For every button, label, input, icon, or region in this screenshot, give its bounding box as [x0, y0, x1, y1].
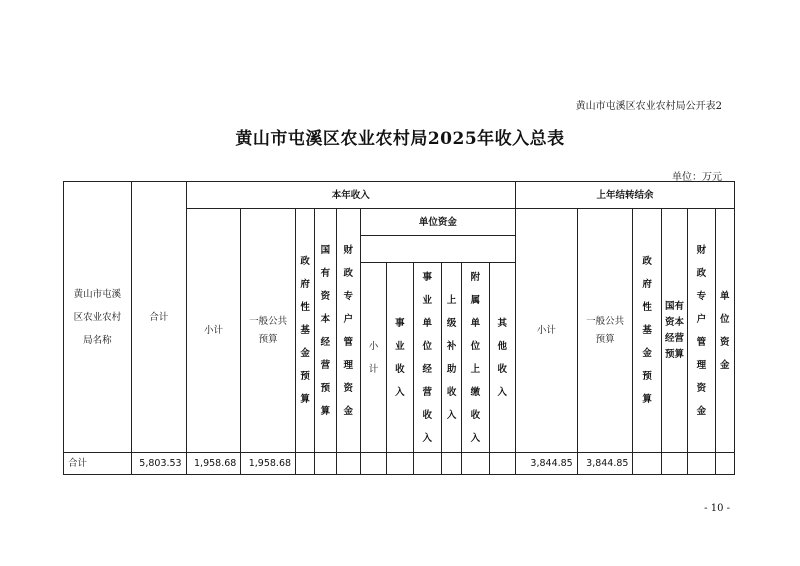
header-prior-gov-fund-budget: 政府性基金预算: [633, 209, 661, 453]
header-unit-subtotal: 小计: [360, 263, 386, 453]
cell-state-capital-budget: [315, 453, 336, 475]
cell-unit-operating-income: [413, 453, 441, 475]
cell-superior-subsidy-income: [441, 453, 461, 475]
header-prior-year: 上年结转结余: [515, 182, 734, 209]
header-prior-unit-funds: 单位资金: [715, 209, 734, 453]
table-row-total: [64, 453, 735, 475]
header-total: 合计: [131, 182, 186, 453]
page-number: - 10 -: [704, 503, 730, 514]
header-prior-fiscal-special-funds: 财政专户管理资金: [688, 209, 715, 453]
unit-label: 单位：万元: [672, 172, 722, 183]
income-table-wrapper: [63, 181, 735, 475]
header-subtotal: 小计: [186, 209, 241, 453]
cell-business-income: [387, 453, 413, 475]
cell-prior-gov-fund-budget: [633, 453, 661, 475]
row-label: 合计: [64, 453, 132, 475]
cell-prior-subtotal: 3,844.85: [515, 453, 577, 475]
header-superior-subsidy-income: 上级补助收入: [441, 263, 461, 453]
cell-other-income: [489, 453, 515, 475]
cell-prior-unit-funds: [715, 453, 734, 475]
document-label: 黄山市屯溪区农业农村局公开表2: [575, 101, 722, 112]
header-other-income: 其他收入: [489, 263, 515, 453]
cell-prior-state-capital-budget: [661, 453, 687, 475]
cell-prior-fiscal-special-funds: [688, 453, 715, 475]
header-general-budget: 一般公共预算: [241, 209, 296, 453]
header-unit-name: 黄山市屯溪区农业农村局名称: [64, 182, 132, 453]
header-affiliated-unit-income: 附属单位上缴收入: [462, 263, 489, 453]
header-gov-fund-budget: 政府性基金预算: [296, 209, 315, 453]
cell-subtotal: 1,958.68: [186, 453, 241, 475]
cell-total: 5,803.53: [131, 453, 186, 475]
header-current-year: 本年收入: [186, 182, 515, 209]
page-title: 黄山市屯溪区农业农村局2025年收入总表: [235, 129, 565, 149]
cell-general-budget: 1,958.68: [241, 453, 296, 475]
cell-fiscal-special-funds: [336, 453, 360, 475]
cell-affiliated-unit-income: [462, 453, 489, 475]
header-prior-state-capital-budget: 国有资本经营预算: [661, 209, 687, 453]
header-prior-general-budget: 一般公共预算: [577, 209, 633, 453]
income-summary-table: [63, 181, 735, 475]
cell-unit-subtotal: [360, 453, 386, 475]
cell-gov-fund-budget: [296, 453, 315, 475]
header-unit-operating-income: 事业单位经营收入: [413, 263, 441, 453]
header-business-income: 事业收入: [387, 263, 413, 453]
header-fiscal-special-funds: 财政专户管理资金: [336, 209, 360, 453]
header-prior-subtotal: 小计: [515, 209, 577, 453]
header-unit-funds: 单位资金: [360, 209, 515, 236]
cell-prior-general-budget: 3,844.85: [577, 453, 633, 475]
header-state-capital-budget: 国有资本经营预算: [315, 209, 336, 453]
